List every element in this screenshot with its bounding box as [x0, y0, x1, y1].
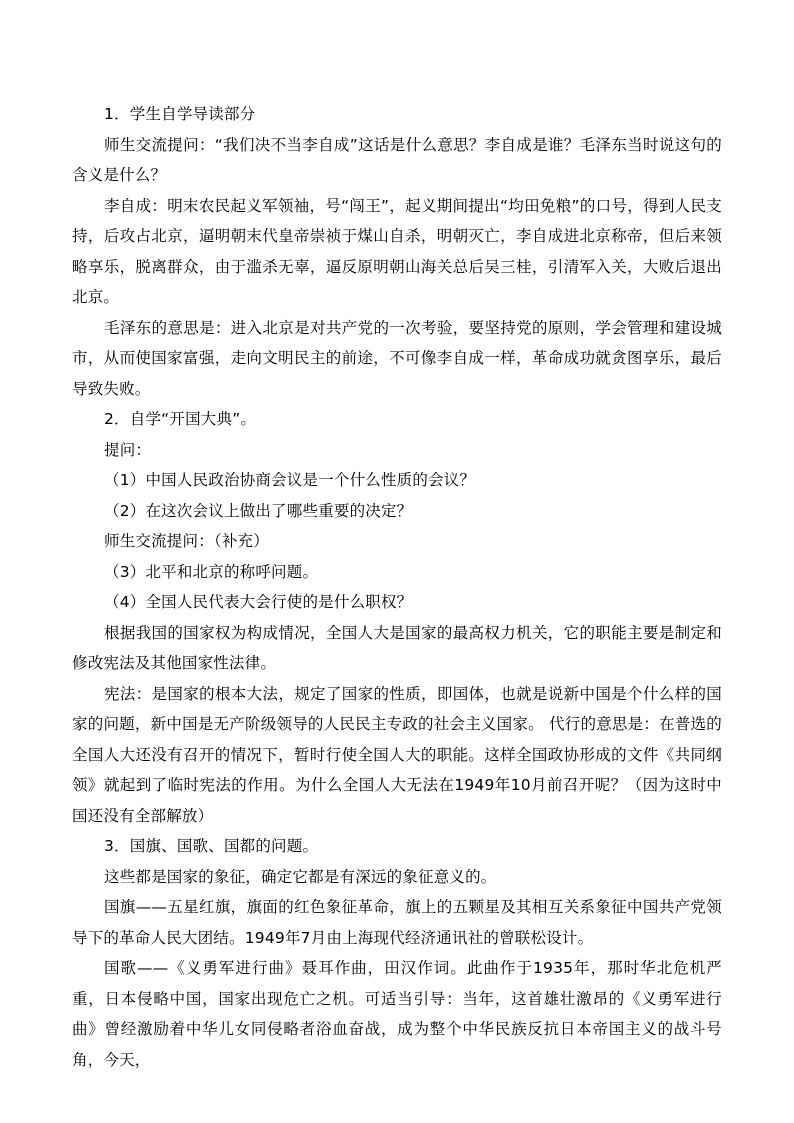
question-item-3: （3）北平和北京的称呼问题。	[104, 562, 319, 581]
document-page	[72, 99, 722, 1075]
section-heading-3: 3．国旗、国歌、国都的问题。	[104, 837, 319, 855]
anthem-paragraph: 国歌——《义勇军进行曲》聂耳作曲，田汉作词。此曲作于1935年，那时华北危机严重，日本侵略中国，国家出现危亡之机。可适当引导：当年，这首雄壮激昂的《义勇军进行曲》曾经激励着中华儿女同侵略者浴血奋战，成为整个中华民族反抗日本帝国主义的战斗号角，今天，	[72, 959, 722, 1069]
constitution-paragraph: 宪法：是国家的根本大法，规定了国家的性质，即国体，也就是说新中国是个什么样的国家的问题，新中国是无产阶级领导的人民民主专政的社会主义国家。 代行的意思是：在普选的全国人大还没有召开的情况下，暂时行使全国人大的职能。这样全国政协形成的文件《共同纲领》就起到了临时宪法的作用。为什么全国人大无法在1949年10月前召开呢？（因为这时中国还没有全部解放）	[72, 684, 722, 825]
question-label: 提问：	[104, 440, 152, 459]
question-paragraph: 师生交流提问：“我们决不当李自成”这话是什么意思？李自成是谁？毛泽东当时说这句的含义是什么？	[72, 135, 722, 184]
symbols-paragraph: 这些都是国家的象征，确定它都是有深远的象征意义的。	[104, 867, 497, 886]
question-item-1: （1）中国人民政治协商会议是一个什么性质的会议？	[104, 471, 476, 489]
flag-paragraph: 国旗——五星红旗，旗面的红色象征革命，旗上的五颗星及其相互关系象征中国共产党领导下的革命人民大团结。1949年7月由上海现代经济通讯社的曾联松设计。	[72, 898, 722, 947]
npc-paragraph: 根据我国的国家权为构成情况，全国人大是国家的最高权力机关，它的职能主要是制定和修改宪法及其他国家性法律。	[72, 623, 722, 672]
mao-meaning-paragraph: 毛泽东的意思是：进入北京是对共产党的一次考验，要坚持党的原则，学会管理和建设城市，从而使国家富强，走向文明民主的前途，不可像李自成一样，革命成功就贪图享乐，最后导致失败。	[72, 318, 722, 398]
question-item-4: （4）全国人民代表大会行使的是什么职权？	[104, 593, 413, 611]
li-zicheng-paragraph: 李自成：明末农民起义军领袖，号“闯王”，起义期间提出“均田免粮”的口号，得到人民支持，后攻占北京，逼明朝末代皇帝崇祯于煤山自杀，明朝灭亡，李自成进北京称帝，但后来领略享乐，脱离群众，由于滥杀无辜，逼反原明朝山海关总后吴三桂，引清军入关，大败后退出北京。	[72, 196, 722, 306]
section-heading-1: 1．学生自学导读部分	[104, 105, 256, 123]
section-heading-2: 2．自学“开国大典”。	[104, 410, 257, 428]
question-item-2: （2）在这次会议上做出了哪些重要的决定？	[104, 501, 413, 520]
supplement-label: 师生交流提问：（补充）	[104, 532, 269, 550]
